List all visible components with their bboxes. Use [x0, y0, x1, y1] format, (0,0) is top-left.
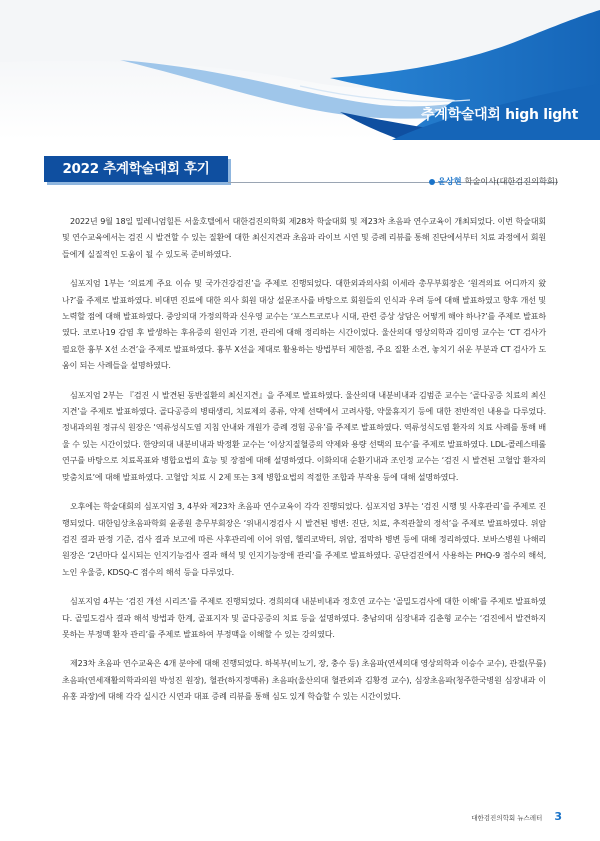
page-footer: [471, 810, 562, 823]
author-name: 윤상현: [437, 176, 462, 186]
paragraph: 2022년 9월 18일 밀레니엄힐튼 서울호텔에서 대한검진의학회 제28차 학술대회 및 제23차 초음파 연수교육이 개최되었다. 이번 학술대회 및 연수교육에서는 검진 시 발견할 수 있는 질환에 대한 최신지견과 초음파 라이브 시연 및 증례 리뷰를 통해 진단에서부터 치료 과정에서 회원들에게 실질적인 도움이 될 수 있도록 준비하였다.: [62, 217, 546, 259]
paragraph: 심포지엄 2부는 『검진 시 발견된 동반질환의 최신지견』을 주제로 발표하였다. 울산의대 내분비내과 김범준 교수는 ‘골다공증 치료의 최신지견’을 주제로 발표하였다. 골다공증의 병태생리, 치료제의 종류, 약제 선택에서 고려사항, 약물휴지기 등에 대한 전반적인 내용을 다루었다. 정내과의원 정규식 원장은 ‘역류성식도염 지침 안내와 개원가 증례 경험 공유’를 주제로 발표하였다. 역류성식도염 환자의 치료 사례를 통해 배울 수 있는 시간이었다. 한양의대 내분비내과 박정환 교수는 ‘이상지질혈증의 약제와 용량 선택의 묘수’를 주제로 발표하였다. LDL-콜레스테롤 연구를 바탕으로 치료목표와 병합요법의 효능 및 장점에 대해 설명하였다. 이화의대 순환기내과 조인정 교수는 ‘검진 시 발견된 고혈압 환자의 맞춤치료’에 대해 발표하였다. 고혈압 치료 시 2제 또는 3제 병합요법의 적절한 조합과 부작용 등에 대해 설명하였다.: [62, 390, 546, 482]
paragraph: 심포지엄 1부는 ‘의료계 주요 이슈 및 국가건강검진’을 주제로 진행되었다. 대한외과의사회 이세라 총무부회장은 ‘원격의료 어디까지 왔나?’를 주제로 발표하였다. 비대면 진료에 대한 의사 회원 대상 설문조사를 바탕으로 회원들의 인식과 우려 등에 대해 발표하였고 향후 개선 및 노력할 점에 대해 발표하였다. 중앙의대 가정의학과 신우영 교수는 ‘포스트코로나 시대, 관련 증상 상담은 어떻게 해야 하나?’를 주제로 발표하였다. 코로나19 감염 후 발생하는 후유증의 원인과 기전, 관리에 대해 정리하는 시간이었다. 울산의대 영상의학과 김미영 교수는 ‘CT 검사가 필요한 흉부 X선 소견’을 주제로 발표하였다. 흉부 X선을 제대로 활용하는 방법부터 제한점, 주요 질환 소견, 놓치기 쉬운 부분과 CT 검사가 도움이 되는 사례들을 설명하였다.: [62, 279, 546, 371]
section-label: 추계학술대회 high light: [421, 107, 578, 123]
article-title: 2022 추계학술대회 후기: [44, 156, 228, 182]
paragraph: 제23차 초음파 연수교육은 4개 분야에 대해 진행되었다. 하복부(비뇨기, 장, 충수 등) 초음파(연세의대 영상의학과 이승수 교수), 관절(무릎) 초음파(연세재활의학과의원 박성진 원장), 혈관(하지정맥류) 초음파(울산의대 혈관외과 김황경 교수), 심장초음파(청주한국병원 심장내과 이유홍 과장)에 대해 각각 실시간 시연과 대표 증례 리뷰를 통해 심도 있게 학습할 수 있는 시간이었다.: [62, 659, 546, 702]
author-byline: [429, 176, 558, 187]
bullet-dot-icon: [429, 179, 435, 185]
paragraph: 심포지엄 4부는 ‘검진 개선 시리즈’를 주제로 진행되었다. 경희의대 내분비내과 정호연 교수는 ‘골밀도검사에 대한 이해’를 주제로 발표하였다. 골밀도검사 결과 해석 방법과 한계, 골표지자 및 골다공증의 치료 등을 설명하였다. 충남의대 심장내과 김춘형 교수는 ‘검진에서 발견하지 못하는 부정맥 환자 관리’를 주제로 발표하여 부정맥을 이해할 수 있는 강의였다.: [62, 597, 546, 639]
article-body: [62, 214, 546, 719]
author-role: 학술이사(대한검진의학회): [464, 176, 558, 186]
publication-name: 대한검진의학회 뉴스레터: [471, 814, 543, 822]
paragraph: 오후에는 학술대회의 심포지엄 3, 4부와 제23차 초음파 연수교육이 각각 진행되었다. 심포지엄 3부는 ‘검진 시행 및 사후관리’를 주제로 진행되었다. 대한임상초음파학회 윤종원 총무부회장은 ‘위내시경검사 시 발견된 병변: 진단, 치료, 추적관찰의 정석’을 주제로 발표하였다. 위암 검진 결과 판정 기준, 검사 결과 보고에 따른 사후관리에 이어 위염, 헬리코박터, 위암, 점막하 병변 등에 대해 정리하였다. 보바스병원 나해리 원장은 ‘2년마다 실시되는 인지기능검사 결과 해석 및 인지기능장애 관리’를 주제로 발표하였다. 공단검진에서 사용하는 PHQ-9 점수의 해석, 노인 우울증, KDSQ-C 점수의 해석 등을 다루었다.: [62, 502, 546, 577]
page-number: 3: [554, 810, 562, 823]
